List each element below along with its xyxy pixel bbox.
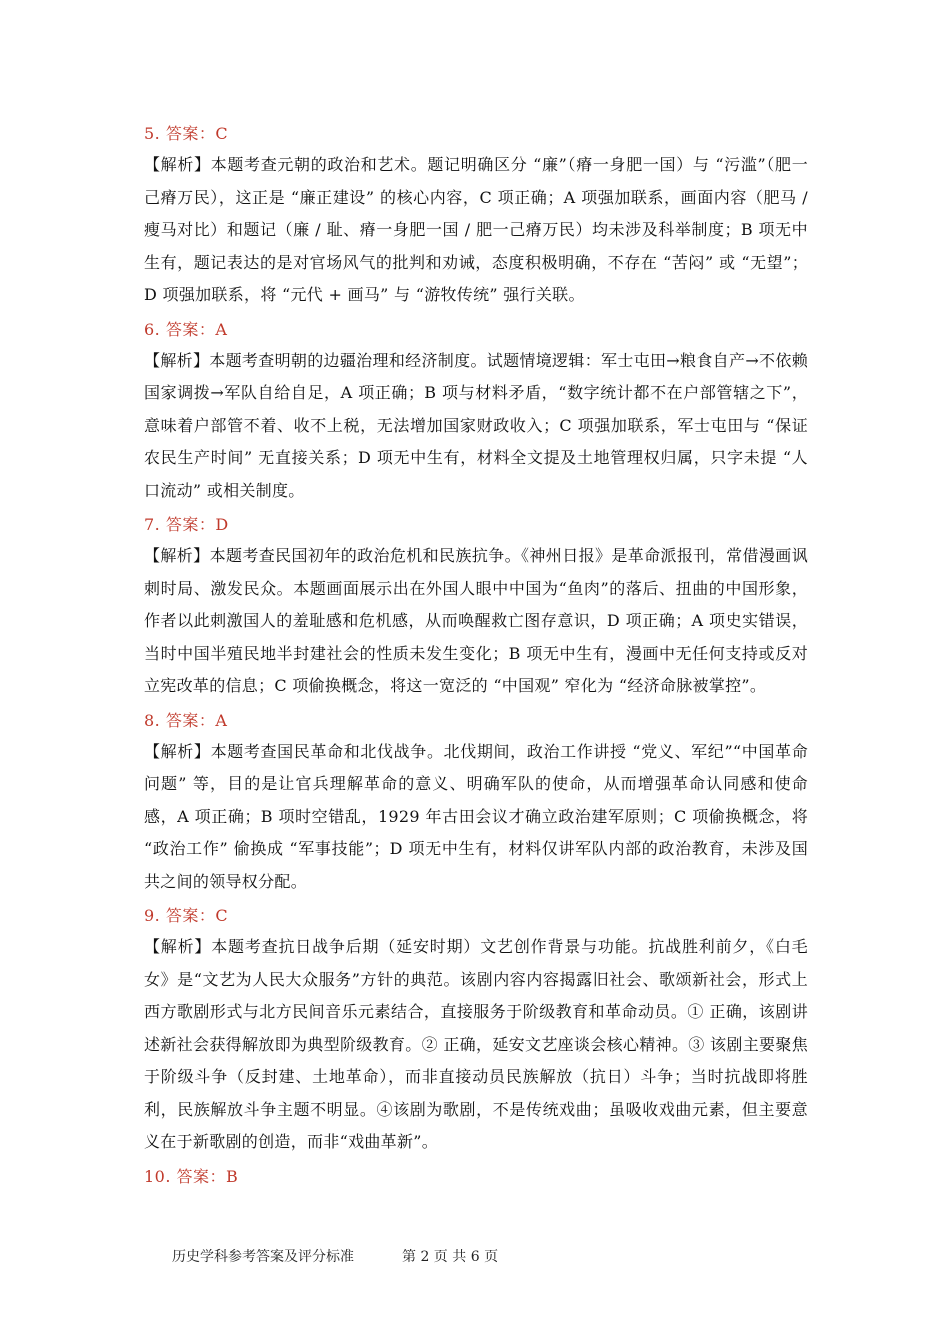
footer-page-number: 第 2 页 共 6 页 [402,1249,499,1265]
analysis-5: 【解析】本题考查元朝的政治和艺术。题记明确区分 “廉”（瘠一身肥一国）与 “污滥”（肥一己瘠万民），这正是 “廉正建设” 的核心内容，C 项正确；A 项强加联系，画面内容（肥马 / 瘦马对比）和题记（廉 / 耻、瘠一身肥一国 / 肥一己瘠万民）均未涉及科举制度；B 项无中生有，题记表达的是对官场风气的批判和劝诫，态度积极明确，不存在 “苦闷” 或 “无望”；D 项强加联系，将 “元代 + 画马” 与 “游牧传统” 强行关联。 [144,155,808,304]
answer-9: 9. 答案：C [144,906,229,925]
answer-8: 8. 答案：A [144,710,228,730]
answer-key-content [144,116,808,1192]
analysis-6: 【解析】本题考查明朝的边疆治理和经济制度。试题情境逻辑：军士屯田→粮食自产→不依赖国家调拨→军队自给自足，A 项正确；B 项与材料矛盾，“数字统计都不在户部管辖之下”，意味着户部管不着、收不上税，无法增加国家财政收入；C 项强加联系，军士屯田与 “保证农民生产时间” 无直接关系；D 项无中生有，材料全文提及土地管理权归属，只字未提 “人口流动” 或相关制度。 [144,350,808,500]
footer-subject: 历史学科参考答案及评分标准 [172,1249,354,1265]
answer-7: 7. 答案：D [144,515,229,534]
analysis-8: 【解析】本题考查国民革命和北伐战争。北伐期间，政治工作讲授 “党义、军纪”“中国革命问题” 等，目的是让官兵理解革命的意义、明确军队的使命，从而增强革命认同感和使命感，A 项正确；B 项时空错乱，1929 年古田会议才确立政治建军原则；C 项偷换概念，将 “政治工作” 偷换成 “军事技能”；D 项无中生有，材料仅讲军队内部的政治教育，未涉及国共之间的领导权分配。 [144,741,808,891]
page-footer [172,1246,498,1266]
analysis-7: 【解析】本题考查民国初年的政治危机和民族抗争。《神州日报》是革命派报刊，常借漫画讽刺时局、激发民众。本题画面展示出在外国人眼中中国为“鱼肉”的落后、扭曲的中国形象，作者以此刺激国人的羞耻感和危机感，从而唤醒救亡图存意识，D 项正确；A 项史实错误，当时中国半殖民地半封建社会的性质未发生变化；B 项无中生有，漫画中无任何支持或反对立宪改革的信息；C 项偷换概念，将这一宽泛的 “中国观” 窄化为 “经济命脉被掌控”。 [144,546,808,695]
analysis-9: 【解析】本题考查抗日战争后期（延安时期）文艺创作背景与功能。抗战胜利前夕，《白毛女》是“文艺为人民大众服务”方针的典范。该剧内容内容揭露旧社会、歌颂新社会，形式上西方歌剧形式与北方民间音乐元素结合，直接服务于阶级教育和革命动员。① 正确，该剧讲述新社会获得解放即为典型阶级教育。② 正确，延安文艺座谈会核心精神。③ 该剧主要聚焦于阶级斗争（反封建、土地革命），而非直接动员民族解放（抗日）斗争；当时抗战即将胜利，民族解放斗争主题不明显。④该剧为歌剧，不是传统戏曲；虽吸收戏曲元素，但主要意义在于新歌剧的创造，而非“戏曲革新”。 [144,937,808,1151]
answer-5: 5. 答案：C [144,124,229,143]
answer-6: 6. 答案：A [144,319,228,339]
answer-10: 10. 答案：B [144,1166,239,1186]
